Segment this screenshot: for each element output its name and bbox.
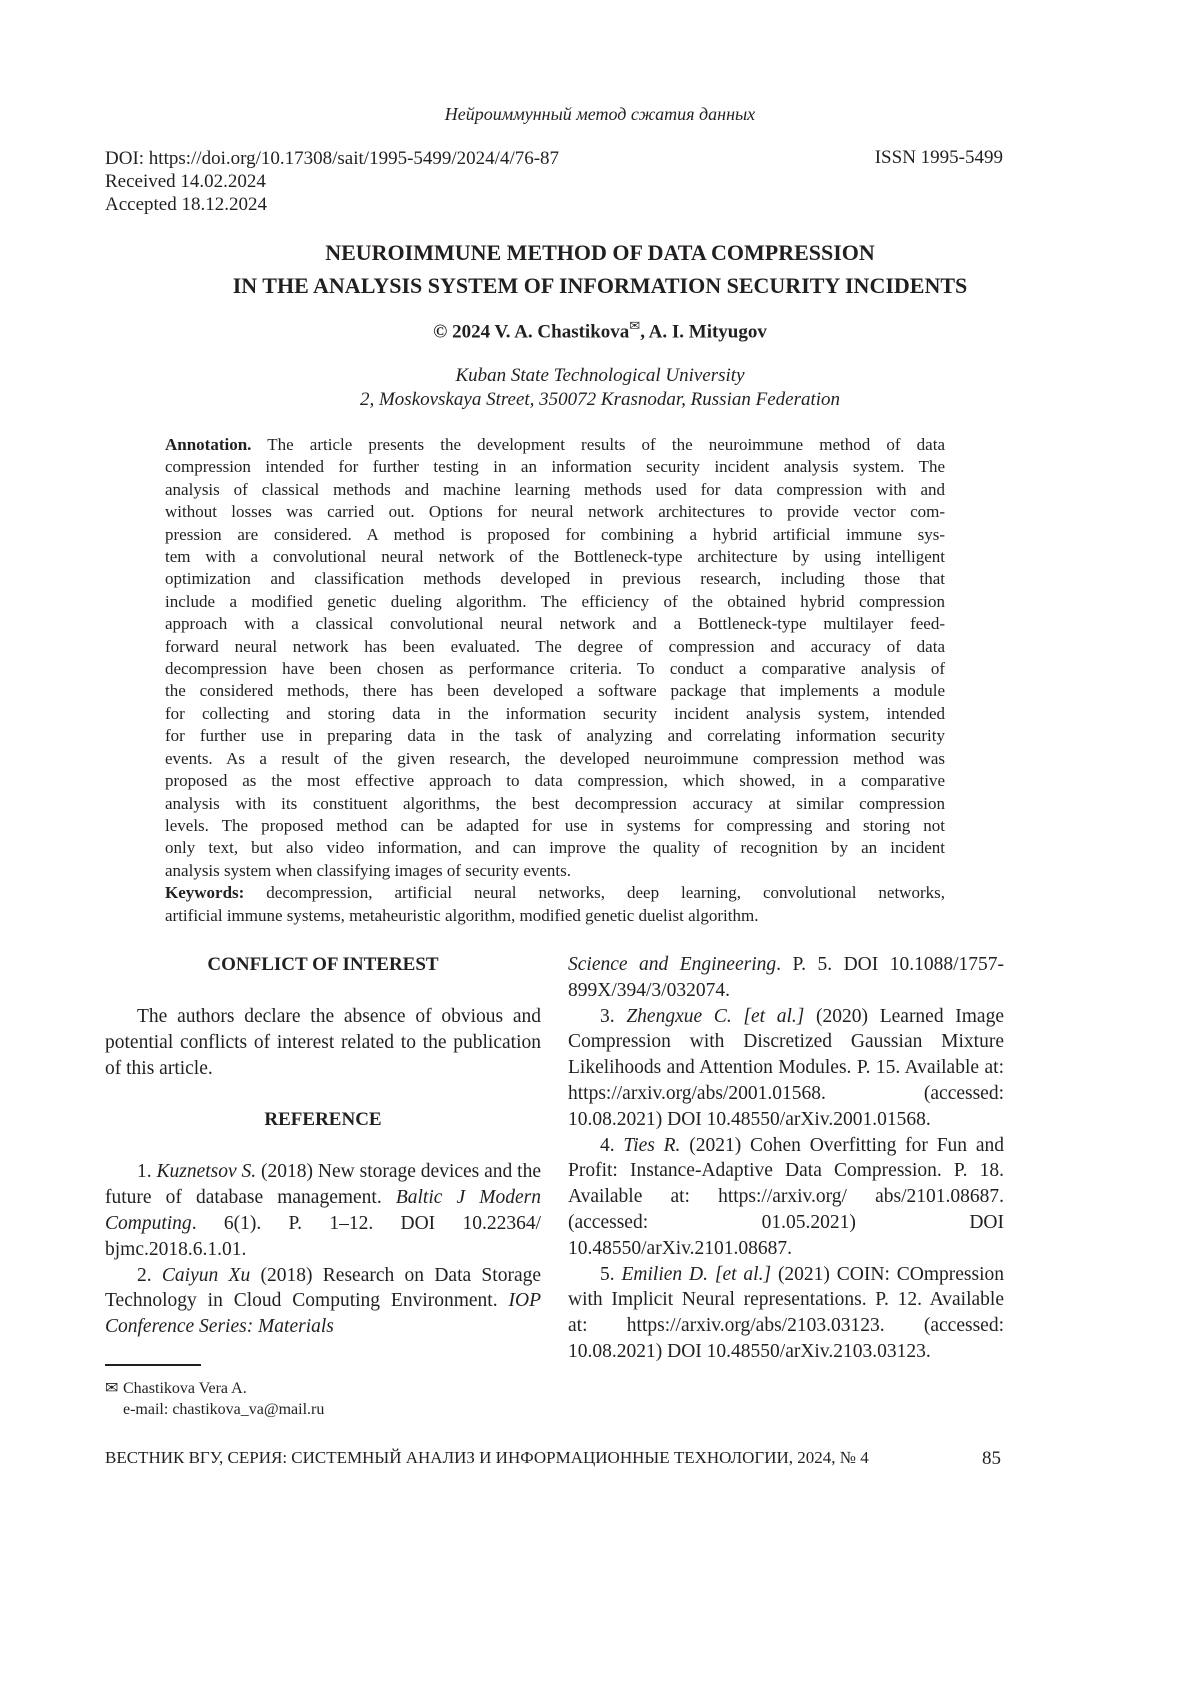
reference-segment: Zhengxue C. [et al.] xyxy=(626,1006,804,1027)
abstract-line xyxy=(165,636,945,658)
footnote-rule xyxy=(105,1364,201,1366)
abstract-line xyxy=(165,658,945,680)
envelope-icon: ✉ xyxy=(629,318,640,333)
affiliation-name: Kuban State Technological University xyxy=(0,364,1200,388)
keywords-line xyxy=(165,882,945,904)
running-header: Нейроиммунный метод сжатия данных xyxy=(0,104,1200,125)
reference-segment: IOP Conference Series: Materials xyxy=(105,1290,541,1337)
issn: ISSN 1995-5499 xyxy=(875,147,1003,169)
abstract-line xyxy=(165,546,945,568)
received-date: Received 14.02.2024 xyxy=(105,170,559,193)
reference-segment: (2018) New storage devices and the future of database management. xyxy=(105,1161,541,1208)
abstract-line xyxy=(165,501,945,523)
doi: DOI: https://doi.org/10.17308/sait/1995-5499/2024/4/76-87 xyxy=(105,147,559,170)
abstract-line xyxy=(165,815,945,837)
reference-segment: Kuznetsov S. xyxy=(157,1161,257,1182)
conflict-text: The authors declare the absence of obvious and potential conflicts of interest related to the publication of this article. xyxy=(105,1004,541,1081)
author-rest: , A. I. Mityugov xyxy=(640,321,767,342)
envelope-icon: ✉ xyxy=(105,1378,123,1399)
abstract-text: analysis system when classifying images of security events. xyxy=(165,861,571,880)
abstract-text: optimization and classification methods developed in previous research, including those that xyxy=(165,569,945,588)
abstract-text: only text, but also video information, and can improve the quality of recognition by an incident xyxy=(165,838,945,857)
abstract-line xyxy=(165,479,945,501)
reference-item xyxy=(105,1159,541,1262)
abstract-line xyxy=(165,568,945,590)
abstract xyxy=(165,434,945,927)
abstract-text: pression are considered. A method is proposed for combining a hybrid artificial immune sys- xyxy=(165,525,945,544)
footnote xyxy=(105,1378,324,1420)
abstract-text: decompression have been chosen as performance criteria. To conduct a comparative analysis of xyxy=(165,659,945,678)
abstract-line xyxy=(165,860,945,882)
authors xyxy=(0,318,1200,343)
abstract-line xyxy=(165,680,945,702)
reference-segment: . 6(1). P. 1–12. DOI 10.22364/ bjmc.2018.6.1.01. xyxy=(105,1213,541,1260)
footnote-email: e-mail: chastikova_va@mail.ru xyxy=(105,1399,324,1420)
reference-segment: Science and Engineering xyxy=(568,954,776,975)
reference-item xyxy=(568,952,1004,1004)
reference-segment: Ties R. xyxy=(623,1135,680,1156)
keywords-line xyxy=(165,905,945,927)
left-column xyxy=(105,952,541,1340)
keywords-text: decompression, artificial neural networks, deep learning, convolutional networks, xyxy=(244,883,945,902)
abstract-text: analysis with its constituent algorithms, the best decompression accuracy at similar compression xyxy=(165,794,945,813)
reference-segment: (2021) Cohen Overfitting for Fun and Profit: Instance-Adaptive Data Com­pression. P. 18. Available at: https://arxiv.org/ abs/2101.08687. (accessed: 01.05.2021) DOI 10.48550/arXiv.2101.08687. xyxy=(568,1135,1004,1259)
abstract-line xyxy=(165,613,945,635)
reference-segment: Emilien D. [et al.] xyxy=(622,1264,772,1285)
abstract-line xyxy=(165,770,945,792)
references-heading: REFERENCE xyxy=(105,1107,541,1133)
conflict-heading: CONFLICT OF INTEREST xyxy=(105,952,541,978)
reference-segment: 3. xyxy=(600,1006,626,1027)
reference-segment: 4. xyxy=(600,1135,623,1156)
author-first: © 2024 V. A. Chastikova xyxy=(433,321,629,342)
abstract-line xyxy=(165,703,945,725)
abstract-line xyxy=(165,725,945,747)
abstract-text: forward neural network has been evaluated. The degree of compression and accuracy of data xyxy=(165,637,945,656)
reference-item xyxy=(568,1004,1004,1133)
keywords-text: artificial immune systems, metaheuristic algorithm, modified genetic duelist algorithm. xyxy=(165,906,758,925)
abstract-text: for further use in preparing data in the task of analyzing and correlating information security xyxy=(165,726,945,745)
abstract-text: for collecting and storing data in the information security incident analysis system, intended xyxy=(165,704,945,723)
abstract-line xyxy=(165,591,945,613)
affiliation-address: 2, Moskovskaya Street, 350072 Krasnodar, Russian Federation xyxy=(0,388,1200,412)
abstract-line xyxy=(165,524,945,546)
reference-segment: 5. xyxy=(600,1264,622,1285)
abstract-line xyxy=(165,793,945,815)
reference-segment: Baltic J Modern Computing xyxy=(105,1187,541,1234)
abstract-text: include a modified genetic dueling algorithm. The efficiency of the obtained hybrid compression xyxy=(165,592,945,611)
title-line: IN THE ANALYSIS SYSTEM OF INFORMATION SECURITY INCIDENTS xyxy=(0,269,1200,302)
reference-segment: (2018) Research on Data Storage Technology in Cloud Computing En­vironment. xyxy=(105,1265,541,1312)
reference-segment: 1. xyxy=(137,1161,157,1182)
right-column xyxy=(568,952,1004,1365)
reference-item xyxy=(568,1262,1004,1365)
abstract-text: analysis of classical methods and machine learning methods used for data compression with and xyxy=(165,480,945,499)
reference-segment: (2021) COIN: COmpres­sion with Implicit Neural representations. P. 12. Available at: https://arxiv.org/abs/2103.03123. (accessed: 10.08.2021) DOI 10.48550/arX­iv.2103.03123. xyxy=(568,1264,1004,1362)
accepted-date: Accepted 18.12.2024 xyxy=(105,193,559,216)
reference-item xyxy=(105,1263,541,1340)
page-number: 85 xyxy=(982,1448,1001,1470)
title-line: NEUROIMMUNE METHOD OF DATA COMPRESSION xyxy=(0,236,1200,269)
reference-segment: . P. 5. DOI 10.1088/1757-899X/394/3/032074. xyxy=(568,954,1004,1001)
abstract-text: The article presents the development results of the neuroimmune method of data xyxy=(251,435,945,454)
abstract-text: approach with a classical convolutional neural network and a Bottleneck-type multilayer feed- xyxy=(165,614,945,633)
abstract-line xyxy=(165,837,945,859)
journal-footer: ВЕСТНИК ВГУ, СЕРИЯ: СИСТЕМНЫЙ АНАЛИЗ И ИНФОРМАЦИОННЫЕ ТЕХНОЛОГИИ, 2024, № 4 xyxy=(105,1448,869,1468)
footnote-name: Chastikova Vera A. xyxy=(123,1380,247,1397)
abstract-text: tem with a convolutional neural network of the Bottleneck-type architecture by using intelligent xyxy=(165,547,945,566)
abstract-text: events. As a result of the given research, the developed neuroimmune compression method was xyxy=(165,749,945,768)
reference-segment: (2020) Learned Image Compression with Discretized Gaussian Mix­ture Likelihoods and Attention Modules. P. 15. Available at: https://arxiv.org/abs/2001.01568. (accessed: 10.08.2021) DOI 10.48550/arX­iv.2001.01568. xyxy=(568,1006,1004,1130)
article-title xyxy=(0,236,1200,302)
abstract-line xyxy=(165,748,945,770)
affiliation xyxy=(0,364,1200,412)
reference-segment: 2. xyxy=(137,1265,162,1286)
abstract-line xyxy=(165,434,945,456)
reference-segment: Caiyun Xu xyxy=(162,1265,250,1286)
article-meta xyxy=(105,147,559,216)
reference-item xyxy=(568,1133,1004,1262)
abstract-text: compression intended for further testing in an information security incident analysis system. The xyxy=(165,457,945,476)
abstract-text: the considered methods, there has been developed a software package that implements a module xyxy=(165,681,945,700)
abstract-label: Annotation. xyxy=(165,435,251,454)
abstract-text: proposed as the most effective approach to data compression, which showed, in a comparative xyxy=(165,771,945,790)
abstract-text: without losses was carried out. Options for neural network architectures to provide vector com- xyxy=(165,502,945,521)
abstract-line xyxy=(165,456,945,478)
keywords-label: Keywords: xyxy=(165,883,244,902)
abstract-text: levels. The proposed method can be adapted for use in systems for compressing and storing not xyxy=(165,816,945,835)
